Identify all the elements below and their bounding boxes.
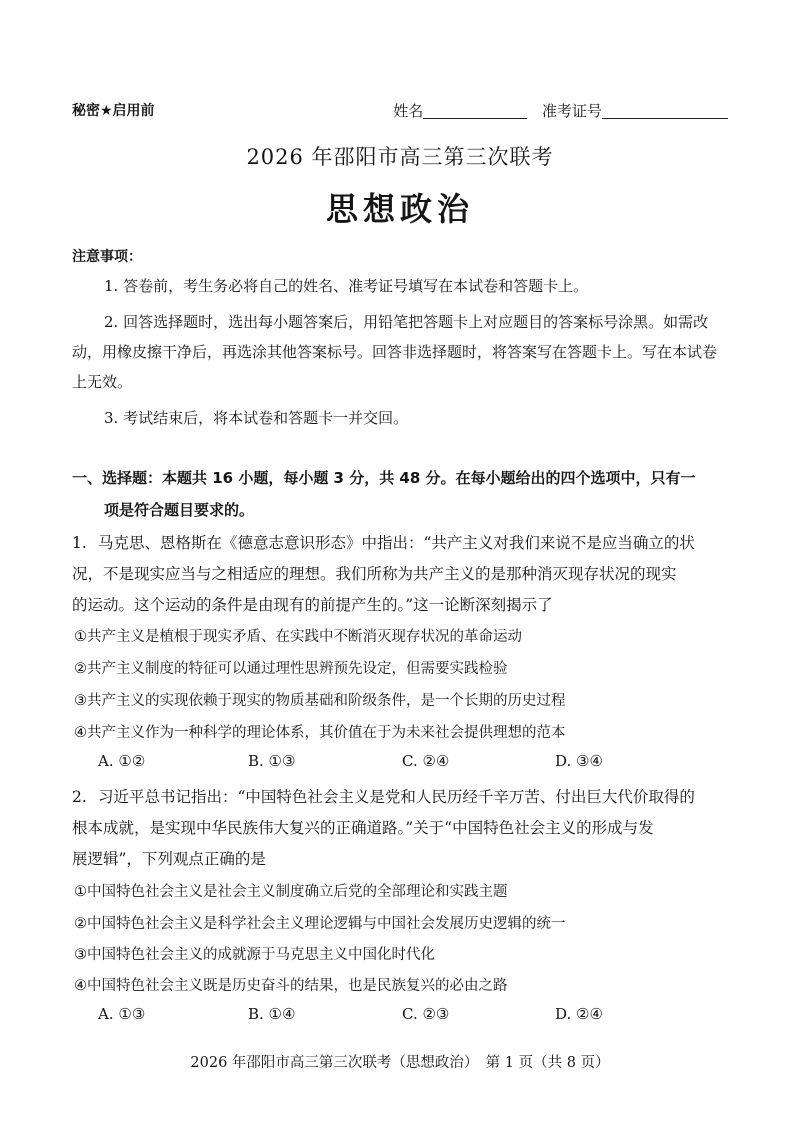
statement-item: ①中国特色社会主义是社会主义制度确立后党的全部理论和实践主题	[74, 884, 508, 900]
section-one-line-2: 项是符合题目要求的。	[104, 501, 255, 519]
statement-item: ③中国特色社会主义的成就源于马克思主义中国化时代化	[74, 947, 435, 963]
option-b[interactable]: B. ①④	[248, 1005, 296, 1023]
question-line: 习近平总书记指出：“中国特色社会主义是党和人民历经千辛万苦、付出巨大代价取得的	[98, 788, 695, 806]
name-blank	[423, 102, 527, 119]
notice-item-1: 1. 答卷前，考生务必将自己的姓名、准考证号填写在本试卷和答题卡上。	[104, 277, 589, 295]
secret-label: 秘密★启用前	[72, 103, 155, 119]
exam-id-blank	[602, 102, 728, 119]
name-label: 姓名	[393, 102, 424, 120]
statement-item: ②共产主义制度的特征可以通过理性思辨预先设定，但需要实践检验	[74, 661, 508, 677]
option-d[interactable]: D. ③④	[555, 752, 603, 770]
question-2-options	[0, 1005, 800, 1027]
option-d[interactable]: D. ②④	[555, 1005, 603, 1023]
notice-heading: 注意事项：	[72, 249, 142, 265]
header-line	[72, 100, 728, 124]
exam-title: 2026 年邵阳市高三第三次联考	[246, 145, 554, 169]
question-line: 况，不是现实应当与之相适应的理想。我们所称为共产主义的是那种消灭现存状况的现实	[72, 565, 677, 583]
subject-title: 思想政治	[325, 190, 474, 228]
candidate-fields	[393, 100, 728, 121]
statement-item: ②中国特色社会主义是科学社会主义理论逻辑与中国社会发展历史逻辑的统一	[74, 916, 566, 932]
notice-item-3: 3. 考试结束后，将本试卷和答题卡一并交回。	[104, 409, 409, 427]
option-a[interactable]: A. ①③	[98, 1005, 146, 1023]
question-line: 的运动。这个运动的条件是由现有的前提产生的。”这一论断深刻揭示了	[72, 596, 553, 614]
option-b[interactable]: B. ①③	[248, 752, 296, 770]
statement-item: ④中国特色社会主义既是历史奋斗的结果，也是民族复兴的必由之路	[74, 978, 508, 994]
option-c[interactable]: C. ②④	[402, 752, 450, 770]
option-a[interactable]: A. ①②	[98, 752, 146, 770]
question-1-options	[0, 752, 800, 774]
question-line: 展逻辑”，下列观点正确的是	[72, 850, 266, 868]
question-number: 1.	[72, 534, 87, 552]
question-1-stem	[72, 528, 728, 621]
option-c[interactable]: C. ②③	[402, 1005, 450, 1023]
exam-id-label: 准考证号	[541, 102, 602, 120]
section-one-heading	[72, 462, 728, 526]
section-one-line-1: 一、选择题：本题共 16 小题，每小题 3 分，共 48 分。在每小题给出的四个选项中，只有一	[72, 469, 696, 487]
statement-item: ③共产主义的实现依赖于现实的物质基础和阶级条件，是一个长期的历史过程	[74, 693, 566, 709]
question-line: 根本成就，是实现中华民族伟大复兴的正确道路。”关于“中国特色社会主义的形成与发	[72, 819, 654, 837]
notice-item-2: 2. 回答选择题时，选出每小题答案后，用铅笔把答题卡上对应题目的答案标号涂黑。如需改动，用橡皮擦干净后，再选涂其他答案标号。回答非选择题时，将答案写在答题卡上。写在本试卷上无效。	[72, 313, 718, 391]
question-line: 马克思、恩格斯在《德意志意识形态》中指出：“共产主义对我们来说不是应当确立的状	[98, 534, 695, 552]
page-footer: 2026 年邵阳市高三第三次联考（思想政治） 第 1 页（共 8 页）	[190, 1055, 610, 1071]
statement-item: ④共产主义作为一种科学的理论体系，其价值在于为未来社会提供理想的范本	[74, 725, 566, 741]
statement-item: ①共产主义是植根于现实矛盾、在实践中不断消灭现存状况的革命运动	[74, 629, 522, 645]
question-2-stem	[72, 782, 728, 875]
question-number: 2.	[72, 788, 87, 806]
